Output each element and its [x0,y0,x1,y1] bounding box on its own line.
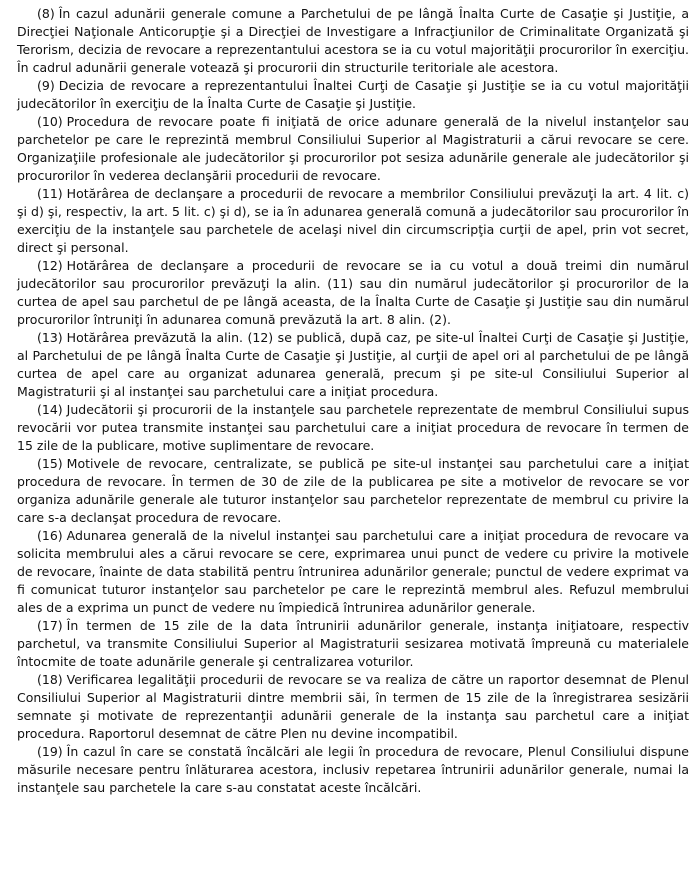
paragraph-number: (13) [37,330,63,345]
paragraph-text: Procedura de revocare poate fi iniţiată de orice adunare generală de la nivelul instanţelor sau parchetelor pe care le reprezintă membrul Consiliului Superior al Magistraturii a cărui revocare se cere. Organizaţiile profesionale ale judecătorilor şi procurorilor pot sesiza adunările generale ale judecătorilor şi procurorilor în vederea declanşării procedurii de revocare. [17,114,689,183]
paragraph-10 [17,113,689,185]
paragraph-15 [17,455,689,527]
paragraph-16 [17,527,689,617]
paragraph-text: În termen de 15 zile de la data întrunirii adunărilor generale, instanţa iniţiatoare, respectiv parchetul, va transmite Consiliului Superior al Magistraturii sesizarea motivată împreună cu materialele întocmite de toate adunările generale şi centralizarea voturilor. [17,618,689,669]
paragraph-13 [17,329,689,401]
paragraph-text: Decizia de revocare a reprezentantului Înaltei Curţi de Casaţie şi Justiţie se ia cu votul majorităţii judecătorilor în exerciţiu de la Înalta Curte de Casaţie şi Justiţie. [17,78,689,111]
paragraph-text: Motivele de revocare, centralizate, se publică pe site-ul instanţei sau parchetului care a iniţiat procedura de revocare. În termen de 30 de zile de la publicarea pe site a motivelor de revocare se vor organiza adunările generale ale tuturor instanţelor sau parchetelor reprezentate de membrul cu privire la care s-a declanşat procedura de revocare. [17,456,689,525]
paragraph-19 [17,743,689,797]
paragraph-text: Adunarea generală de la nivelul instanţei sau parchetului care a iniţiat procedura de revocare va solicita membrului ales a cărui revocare se cere, exprimarea unui punct de vedere cu privire la motivele de revocare, înainte de data stabilită pentru întrunirea adunărilor generale; punctul de vedere exprimat va fi comunicat tuturor instanţelor sau parchetelor pe care le reprezintă membrul ales. Refuzul membrului ales de a exprima un punct de vedere nu împiedică întrunirea adunărilor generale. [17,528,689,615]
paragraph-number: (12) [37,258,63,273]
paragraph-17 [17,617,689,671]
paragraph-text: În cazul adunării generale comune a Parchetului de pe lângă Înalta Curte de Casaţie şi Justiţie, a Direcţiei Naţionale Anticorupţie şi a Direcţiei de Investigare a Infracţiunilor de Criminalitate Organizată şi Terorism, decizia de revocare a reprezentantului acestora se ia cu votul majorităţii procurorilor în exerciţiu. În cadrul adunării generale votează şi procurorii din structurile teritoriale ale acestora. [17,6,689,75]
document-page [17,5,689,797]
paragraph-number: (8) [37,6,55,21]
paragraph-number: (14) [37,402,63,417]
paragraph-number: (17) [37,618,63,633]
paragraph-18 [17,671,689,743]
paragraph-number: (11) [37,186,63,201]
paragraph-9 [17,77,689,113]
paragraph-text: Hotărârea de declanşare a procedurii de revocare se ia cu votul a două treimi din numărul judecătorilor sau procurorilor prevăzuţi la alin. (11) sau din numărul judecătorilor şi procurorilor de la curtea de apel sau parchetul de pe lângă aceasta, de la Înalta Curte de Casaţie şi Justiţie sau din numărul procurorilor întruniţi în adunarea comună prevăzută la art. 8 alin. (2). [17,258,689,327]
paragraph-text: Verificarea legalităţii procedurii de revocare se va realiza de către un raportor desemnat de Plenul Consiliului Superior al Magistraturii dintre membrii săi, în termen de 15 zile de la înregistrarea sesizării semnate şi motivate de reprezentanţii adunării generale de la instanţa sau parchetul care a iniţiat procedura. Raportorul desemnat de către Plen nu devine incompatibil. [17,672,689,741]
paragraph-number: (19) [37,744,63,759]
paragraph-8 [17,5,689,77]
paragraph-number: (9) [37,78,55,93]
paragraph-number: (16) [37,528,63,543]
paragraph-12 [17,257,689,329]
paragraph-text: Judecătorii şi procurorii de la instanţele sau parchetele reprezentate de membrul Consiliului supus revocării vor putea transmite instanţei sau parchetului care a iniţiat procedura de revocare în termen de 15 zile de la publicare, motive suplimentare de revocare. [17,402,689,453]
paragraph-number: (15) [37,456,63,471]
paragraph-number: (10) [37,114,63,129]
paragraph-text: Hotărârea prevăzută la alin. (12) se publică, după caz, pe site-ul Înaltei Curţi de Casaţie şi Justiţie, al Parchetului de pe lângă Înalta Curte de Casaţie şi Justiţie, al curţii de apel ori al parchetului de pe lângă curtea de apel care au organizat adunarea generală, precum şi pe site-ul Consiliului Superior al Magistraturii şi al instanţei sau parchetului care a iniţiat procedura. [17,330,689,399]
paragraph-text: În cazul în care se constată încălcări ale legii în procedura de revocare, Plenul Consiliului dispune măsurile necesare pentru înlăturarea acestora, inclusiv repetarea întrunirii adunărilor generale, numai la instanţele sau parchetele la care s-au constatat aceste încălcări. [17,744,689,795]
paragraph-11 [17,185,689,257]
paragraph-14 [17,401,689,455]
paragraph-text: Hotărârea de declanşare a procedurii de revocare a membrilor Consiliului prevăzuţi la art. 4 lit. c) şi d) şi, respectiv, la art. 5 lit. c) şi d), se ia în adunarea generală comună a judecătorilor sau procurorilor în exerciţiu de la instanţele sau parchetele de acelaşi nivel din circumscripţia curţii de apel, prin vot secret, direct şi personal. [17,186,689,255]
paragraph-number: (18) [37,672,63,687]
